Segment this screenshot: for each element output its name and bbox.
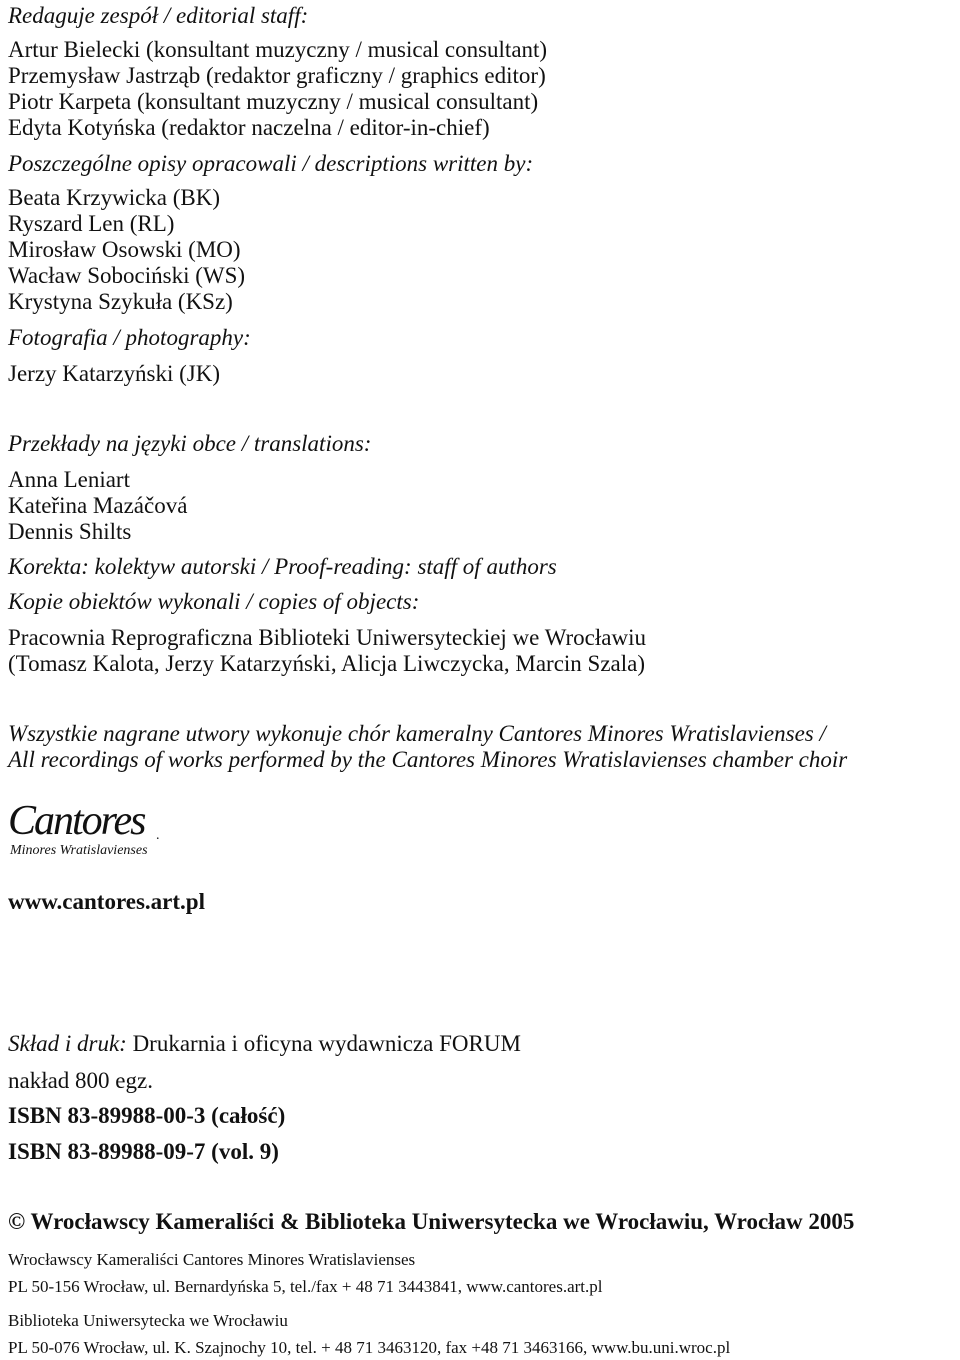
logo-main-text: Cantores: [8, 798, 145, 844]
copies-line: (Tomasz Kalota, Jerzy Katarzyński, Alicja Liwczycka, Marcin Szala): [8, 651, 646, 676]
translations-heading: Przekłady na języki obce / translations:: [8, 431, 372, 456]
staff-line: Piotr Karpeta (konsultant muzyczny / musical consultant): [8, 89, 539, 114]
author-line: Krystyna Szykuła (KSz): [8, 289, 233, 314]
staff-line: Edyta Kotyńska (redaktor naczelna / editor-in-chief): [8, 115, 490, 140]
translator-name: Dennis Shilts: [8, 519, 132, 544]
author-line: Wacław Sobociński (WS): [8, 263, 246, 288]
copies-heading: Kopie obiektów wykonali / copies of objects:: [8, 589, 420, 614]
recordings-line: All recordings of works performed by the Cantores Minores Wratislavienses chamber choir: [8, 747, 848, 772]
print-label: Skład i druk:: [8, 1031, 127, 1056]
staff-line: Artur Bielecki (konsultant muzyczny / musical consultant): [8, 37, 548, 62]
address-line: Wrocławscy Kameraliści Cantores Minores Wratislavienses: [8, 1250, 416, 1269]
address-line: PL 50-156 Wrocław, ul. Bernardyńska 5, tel./fax + 48 71 3443841, www.cantores.art.pl: [8, 1277, 603, 1296]
proofreading-line: Korekta: kolektyw autorski / Proof-reading: staff of authors: [8, 554, 557, 579]
copyright-line: [8, 1210, 854, 1233]
logo-mark: .: [156, 828, 160, 843]
print-run: nakład 800 egz.: [8, 1068, 153, 1093]
photography-heading: Fotografia / photography:: [8, 325, 251, 350]
isbn-line: ISBN 83-89988-09-7 (vol. 9): [8, 1139, 279, 1164]
isbn-line: ISBN 83-89988-00-3 (całość): [8, 1103, 286, 1128]
copyright-icon: ©: [8, 1209, 26, 1234]
translator-name: Anna Leniart: [8, 467, 130, 492]
editorial-heading: Redaguje zespół / editorial staff:: [8, 3, 309, 28]
author-line: Mirosław Osowski (MO): [8, 237, 241, 262]
website-link[interactable]: www.cantores.art.pl: [8, 889, 205, 914]
descriptions-heading: Poszczególne opisy opracowali / descriptions written by:: [8, 151, 534, 176]
copyright-text: Wrocławscy Kameraliści & Biblioteka Uniwersytecka we Wrocławiu, Wrocław 2005: [30, 1209, 855, 1234]
print-credit: [8, 1032, 521, 1055]
photographer-name: Jerzy Katarzyński (JK): [8, 361, 221, 386]
cantores-logo: [8, 800, 168, 860]
address-line: Biblioteka Uniwersytecka we Wrocławiu: [8, 1311, 288, 1330]
logo-sub-text: Minores Wratislavienses: [10, 843, 148, 858]
author-line: Beata Krzywicka (BK): [8, 185, 221, 210]
author-line: Ryszard Len (RL): [8, 211, 175, 236]
copies-line: Pracownia Reprograficzna Biblioteki Uniwersyteckiej we Wrocławiu: [8, 625, 646, 650]
print-value: Drukarnia i oficyna wydawnicza FORUM: [132, 1031, 521, 1056]
recordings-line: Wszystkie nagrane utwory wykonuje chór kameralny Cantores Minores Wratislavienses /: [8, 721, 826, 746]
staff-line: Przemysław Jastrząb (redaktor graficzny / graphics editor): [8, 63, 546, 88]
translator-name: Kateřina Mazáčová: [8, 493, 188, 518]
address-line: PL 50-076 Wrocław, ul. K. Szajnochy 10, tel. + 48 71 3463120, fax +48 71 3463166, www.bu.uni.wroc.pl: [8, 1338, 731, 1357]
